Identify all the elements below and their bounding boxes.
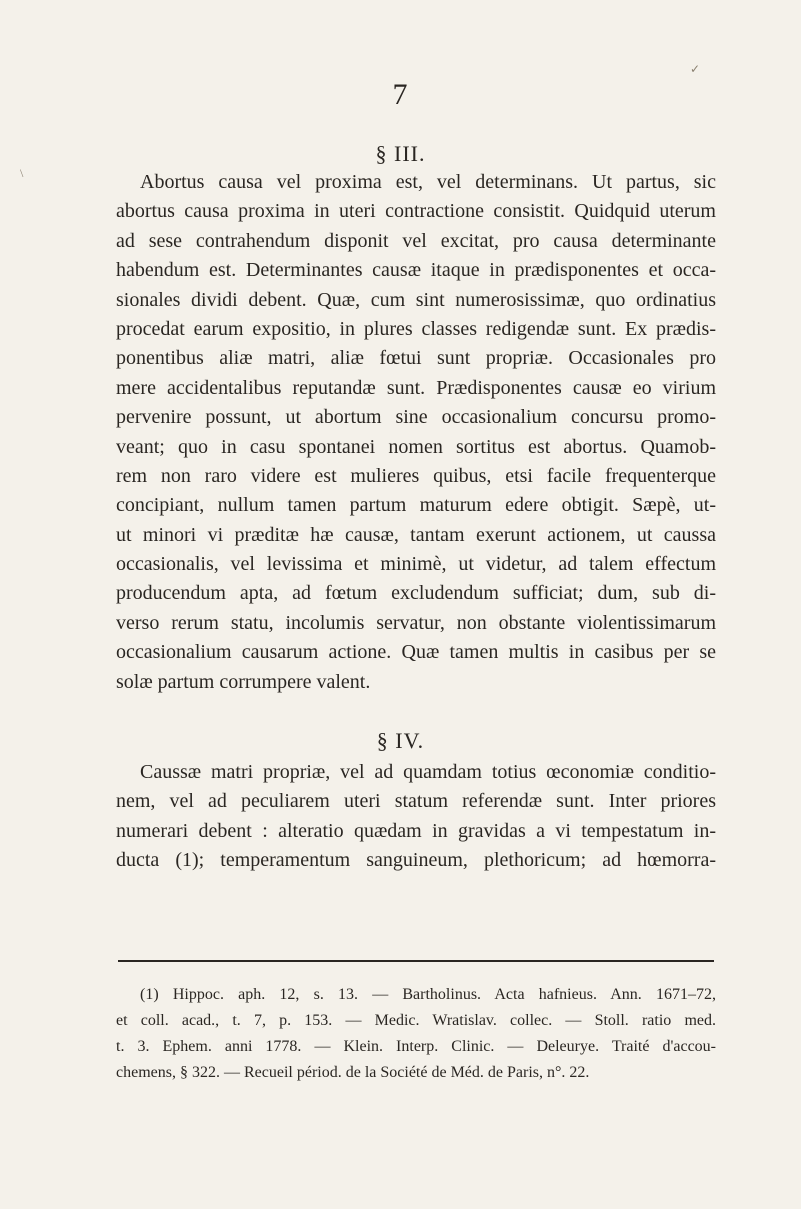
text-line: habendum est. Determinantes causæ itaque in prædisponentes et occa- bbox=[116, 259, 716, 282]
margin-mark: \ bbox=[20, 166, 24, 180]
page-number: 7 bbox=[392, 78, 409, 111]
text-line: pervenire possunt, ut abortum sine occasionalium concursu promo- bbox=[116, 406, 716, 429]
text-line: abortus causa proxima in uteri contractione consistit. Quidquid uterum bbox=[116, 200, 716, 223]
text-line: occasionalium causarum actione. Quæ tamen multis in casibus per se bbox=[116, 641, 716, 664]
text-line: ut minori vi præditæ hæ causæ, tantam exerunt actionem, ut caussa bbox=[116, 523, 716, 546]
text-line: concipiant, nullum tamen partum maturum edere obtigit. Sæpè, ut- bbox=[116, 494, 716, 517]
footnote-line: (1) Hippoc. aph. 12, s. 13. — Bartholinus. Acta hafnieus. Ann. 1671–72, bbox=[140, 986, 716, 1003]
footnote-line: et coll. acad., t. 7, p. 153. — Medic. Wratislav. collec. — Stoll. ratio med. bbox=[116, 1012, 716, 1029]
section-heading-4: § IV. bbox=[376, 728, 425, 753]
text-line: ad sese contrahendum disponit vel excitat, pro causa determinante bbox=[116, 229, 716, 252]
text-line: producendum apta, ad fœtum excludendum sufficiat; dum, sub di- bbox=[116, 582, 716, 605]
text-line: ponentibus aliæ matri, aliæ fœtui sunt propriæ. Occasionales pro bbox=[116, 347, 716, 370]
section-3-paragraph bbox=[116, 168, 716, 697]
footnote-line: t. 3. Ephem. anni 1778. — Klein. Interp. Clinic. — Deleurye. Traité d'accou- bbox=[116, 1038, 716, 1055]
text-line: occasionalis, vel levissima et minimè, ut videtur, ad talem effectum bbox=[116, 553, 716, 576]
section-heading-3: § III. bbox=[375, 141, 426, 166]
margin-pencil-mark: ✓ bbox=[690, 62, 701, 76]
section-4-paragraph bbox=[116, 758, 716, 876]
footnote bbox=[116, 982, 716, 1086]
text-line: numerari debent : alteratio quædam in gravidas a vi tempestatum in- bbox=[116, 819, 716, 842]
text-line: Abortus causa vel proxima est, vel determinans. Ut partus, sic bbox=[140, 171, 716, 193]
footnote-line: chemens, § 322. — Recueil périod. de la Société de Méd. de Paris, n°. 22. bbox=[116, 1064, 590, 1081]
text-line: ducta (1); temperamentum sanguineum, plethoricum; ad hœmorra- bbox=[116, 849, 716, 872]
text-line: verso rerum statu, incolumis servatur, non obstante violentissimarum bbox=[116, 611, 716, 634]
text-line: solæ partum corrumpere valent. bbox=[116, 670, 371, 693]
text-line: nem, vel ad peculiarem uteri statum referendæ sunt. Inter priores bbox=[116, 790, 716, 813]
text-line: mere accidentalibus reputandæ sunt. Prædisponentes causæ eo virium bbox=[116, 376, 716, 399]
text-line: rem non raro videre est mulieres quibus, etsi facile frequenterque bbox=[116, 464, 716, 487]
text-line: veant; quo in casu spontanei nomen sortitus est abortus. Quamob- bbox=[116, 435, 716, 458]
footnote-rule bbox=[118, 960, 714, 962]
text-line: procedat earum expositio, in plures classes redigendæ sunt. Ex prædis- bbox=[116, 317, 716, 340]
text-line: Caussæ matri propriæ, vel ad quamdam totius œconomiæ conditio- bbox=[140, 761, 716, 783]
text-line: sionales dividi debent. Quæ, cum sint numerosissimæ, quo ordinatius bbox=[116, 288, 716, 311]
